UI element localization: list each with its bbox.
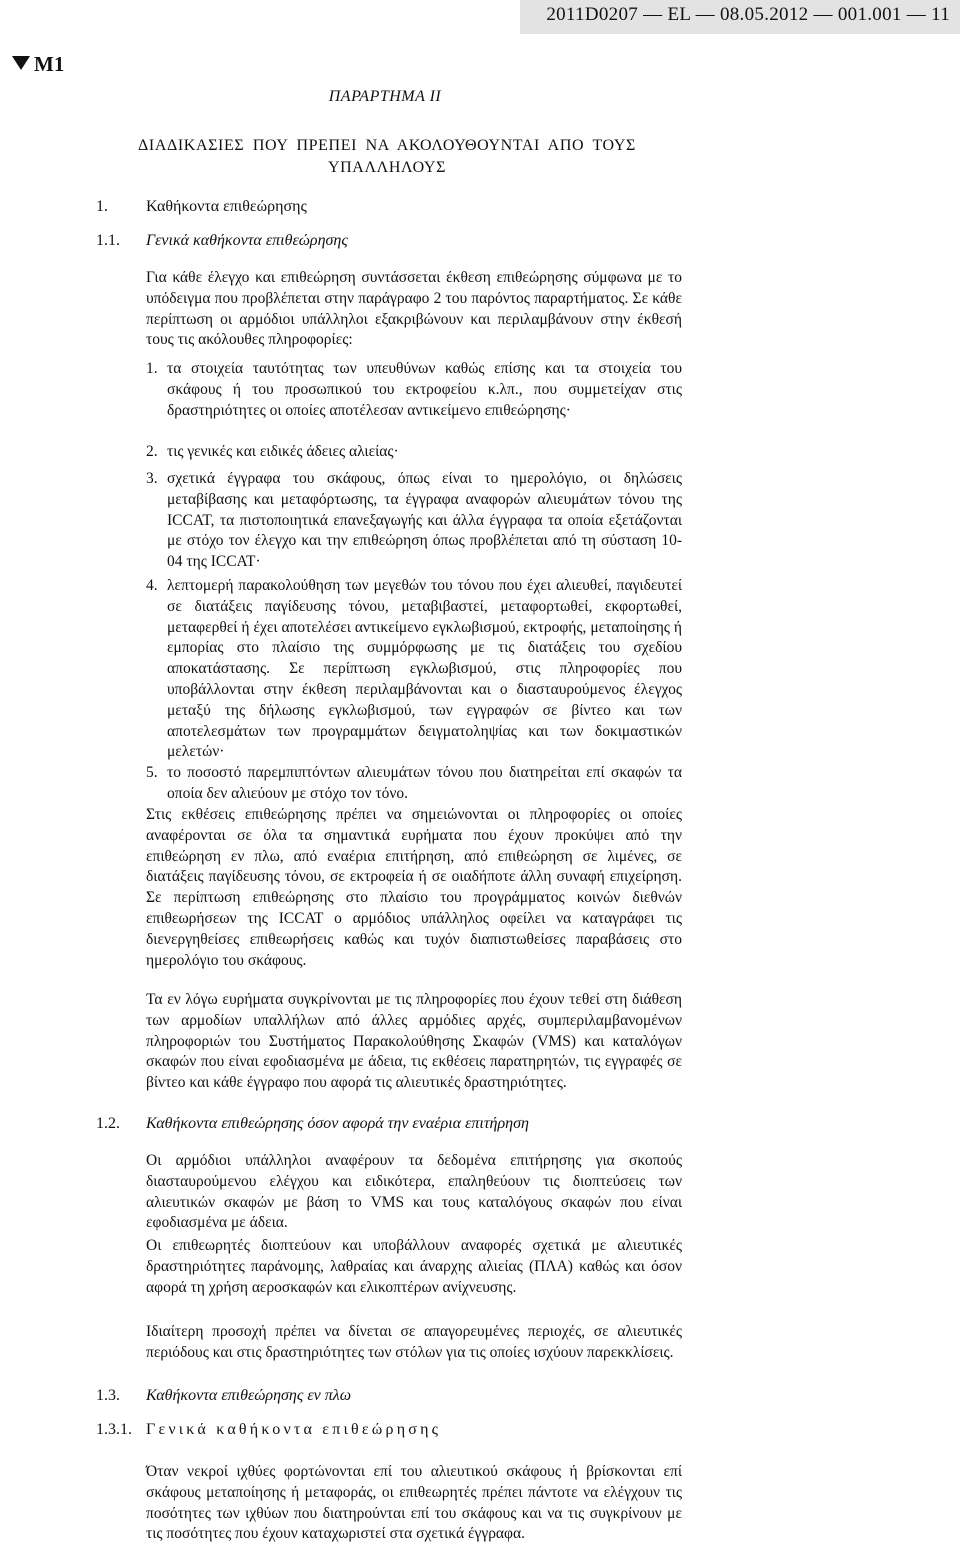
findings-paragraph: Στις εκθέσεις επιθεώρησης πρέπει να σημειώνονται οι πληροφορίες οι οποίες αναφέρονται σε όλα τα σημαντικά ευρήματα που έχουν προκύψει από την επιθεώρηση εν πλω, από εναέρια επιτήρηση, από επιθεώρηση σε λιμένες, σε διατάξεις παγίδευσης τόνου, σε εκτροφεία ή σε οιαδήποτε άλλη συναφή επιχείρηση. Σε περίπτωση επιθεώρησης στο πλαίσιο του προγράμματος κοινών διεθνών επιθεωρήσεων της ICCAT ο αρμόδιος υπάλληλος οφείλει να καταγράφει τις διενεργηθείσες επιθεωρήσεις καθώς και τυχόν διαπιστωθείσες παραβάσεις στο ημερολόγιο του σκάφους. [146,806,682,969]
running-head-text: 2011D0207 — EL — 08.05.2012 — 001.001 — 11 [546,4,950,25]
section-number: 1.2. [96,1115,120,1132]
item-number: 5. [146,764,158,781]
section-number: 1. [96,198,108,215]
section-number: 1.3. [96,1387,120,1404]
section-title: Γενικά καθήκοντα επιθεώρησης [146,232,348,249]
amendment-marker [12,52,64,77]
section-number: 1.1. [96,232,120,249]
triangle-down-icon [12,56,30,70]
section-title: Γενικά καθήκοντα επιθεώρησης [146,1421,442,1438]
marker-label: M1 [34,52,65,76]
comparison-paragraph: Τα εν λόγω ευρήματα συγκρίνονται με τις πληροφορίες που έχουν τεθεί στη διάθεση των αρμοδίων υπαλλήλων από άλλες αρμόδιες αρχές, συμπεριλαμβανομένων πληροφοριών του Συστήματος Παρακολούθησης Σκαφών (VMS) και καταλόγων σκαφών που είναι εφοδιασμένα με άδεια, τις εκθέσεις παρατηρητών, τις εγγραφές σε βίντεο και κάθε έγγραφο που αφορά τις αλιευτικές δραστηριότητες. [146,991,682,1092]
item-text: το ποσοστό παρεμπιπτόντων αλιευμάτων τόνου που διατηρείται επί σκαφών τα οποία δεν αλιεύουν με στόχο τον τόνο. [167,764,682,802]
attention-paragraph: Ιδιαίτερη προσοχή πρέπει να δίνεται σε απαγορευμένες περιοχές, σε αλιευτικές περιόδους και στις δραστηριότητες των στόλων για τις οποίες ισχύουν παρεκκλίσεις. [146,1323,682,1361]
item-number: 1. [146,360,158,377]
item-text: τις γενικές και ειδικές άδειες αλιείας· [167,443,399,460]
intro-paragraph: Για κάθε έλεγχο και επιθεώρηση συντάσσεται έκθεση επιθεώρησης σύμφωνα με το υπόδειγμα που προβλέπεται στην παράγραφο 2 του παρόντος παραρτήματος. Σε κάθε περίπτωση οι αρμόδιοι υπάλληλοι εξακριβώνουν και περιλαμβάνουν στην έκθεσή τους τις ακόλουθες πληροφορίες: [146,269,682,349]
sighting-paragraph: Οι επιθεωρητές διοπτεύουν και υποβάλλουν αναφορές σχετικά με αλιευτικές δραστηριότητες παράνομης, λαθραίας και άναρχης αλιείας (ΠΛΑ) καθώς και όσον αφορά τη χρήση αεροσκαφών και ελικοπτέρων ανίχνευσης. [146,1237,682,1296]
running-header [520,0,960,34]
section-number: 1.3.1. [96,1421,132,1438]
at-sea-paragraph: Όταν νεκροί ιχθύες φορτώνονται επί του αλιευτικού σκάφους ή βρίσκονται επί σκάφους μεταποίησης ή μεταφοράς, οι επιθεωρητές πρέπει πάντοτε να ελέγχουν τις ποσότητες των ιχθύων που διατηρούνται επί του σκάφους και να τις συγκρίνουν με τις ποσότητες που έχουν καταχωριστεί στα σχετικά έγγραφα. [146,1463,682,1543]
item-number: 2. [146,443,158,460]
item-number: 3. [146,470,158,487]
item-text: σχετικά έγγραφα του σκάφους, όπως είναι το ημερολόγιο, οι δηλώσεις μεταβίβασης και μεταφόρτωσης, τα έγγραφα αναφορών αλιευμάτων τόνου της ICCAT, τα πιστοποιητικά επανεξαγωγής και άλλα έγγραφα τα οποία εξετάζονται με στόχο τον έλεγχο και την επιθεώρηση όπως προβλέπεται από τη σύσταση 10-04 της ICCAT· [167,470,682,571]
item-text: λεπτομερή παρακολούθηση των μεγεθών του τόνου που έχει αλιευθεί, παγιδευτεί σε διατάξεις παγίδευσης τόνου, μεταβιβαστεί, μεταφορτωθεί, εκφορτωθεί, μεταφερθεί ή έχει αποτελέσει αντικείμενο εγκλωβισμού, εκτροφής, μεταποίησης ή εμπορίας στο πλαίσιο της συμμόρφωσης με τις διατάξεις του σχεδίου αποκατάστασης. Σε περίπτωση εγκλωβισμού, στις πληροφορίες που υποβάλλονται στην έκθεση περιλαμβάνονται και ο διασταυρούμενος έλεγχος μεταξύ της δήλωσης εγκλωβισμού, των εγγραφών σε βίντεο και των αποτελεσμάτων των προγραμμάτων δειγματοληψίας και των δοκιμαστικών μελετών· [167,577,682,761]
item-number: 4. [146,577,158,594]
section-title: Καθήκοντα επιθεώρησης εν πλω [146,1387,351,1404]
section-title: Καθήκοντα επιθεώρησης [146,198,307,215]
annex-title: ΠΑΡΑΡΤΗΜΑ ΙΙ [328,88,442,105]
air-surveillance-paragraph: Οι αρμόδιοι υπάλληλοι αναφέρουν τα δεδομένα επιτήρησης για σκοπούς διασταυρούμενου ελέγχου και ειδικότερα, επαληθεύουν τις διοπτεύσεις των αλιευτικών σκαφών με βάση το VMS και τους καταλόγους σκαφών που είναι εφοδιασμένα με άδεια. [146,1152,682,1232]
item-text: τα στοιχεία ταυτότητας των υπευθύνων καθώς επίσης και τα στοιχεία του σκάφους ή του προσωπικού του εκτροφείου κ.λπ., που συμμετείχαν στις δραστηριότητες οι οποίες αποτέλεσαν αντικείμενο επιθεώρησης· [167,360,682,419]
section-title: Καθήκοντα επιθεώρησης όσον αφορά την εναέρια επιτήρηση [146,1115,529,1132]
annex-heading: ΔΙΑΔΙΚΑΣΙΕΣ ΠΟΥ ΠΡΕΠΕΙ ΝΑ ΑΚΟΛΟΥΘΟΥΝΤΑΙ ΑΠΟ ΤΟΥΣ ΥΠΑΛΛΗΛΟΥΣ [138,137,636,176]
